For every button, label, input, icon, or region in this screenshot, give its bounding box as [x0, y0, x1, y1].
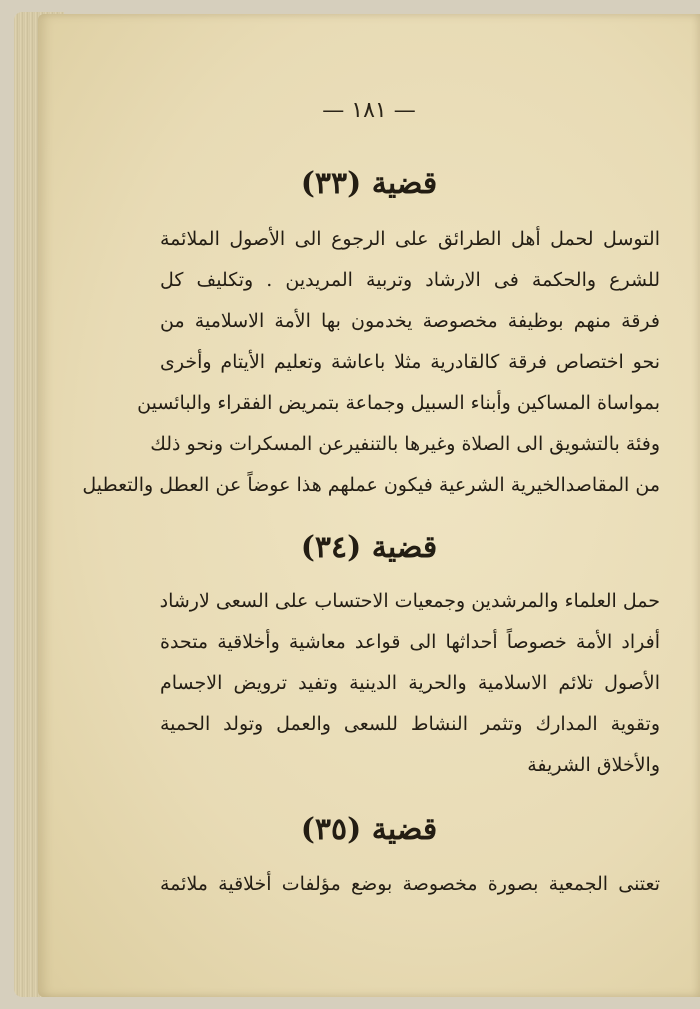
book-page — [38, 14, 700, 997]
text-line: والأخلاق الشريفة — [527, 754, 660, 776]
section-body-34 — [160, 581, 660, 786]
section-heading-34: قضية (٣٤) — [300, 530, 438, 565]
text-line: وتقوية المدارك وتثمر النشاط للسعى والعمل وتولد الحمية — [160, 713, 660, 735]
text-line: فرقة منهم بوظيفة مخصوصة يخدمون بها الأمة الاسلامية من — [160, 310, 660, 332]
text-line: وفئة بالتشويق الى الصلاة وغيرها بالتنفيرعن المسكرات ونحو ذلك — [150, 433, 660, 455]
text-line: التوسل لحمل أهل الطرائق على الرجوع الى الأصول الملائمة — [160, 228, 660, 250]
text-line: تعتنى الجمعية بصورة مخصوصة بوضع مؤلفات أخلاقية ملائمة — [160, 873, 660, 895]
text-line: بمواساة المساكين وأبناء السبيل وجماعة بتمريض الفقراء والبائسين — [137, 392, 660, 414]
section-heading-35: قضية (٣٥) — [300, 812, 438, 847]
text-line: نحو اختصاص فرقة كالقادرية مثلا باعاشة وتعليم الأيتام وأخرى — [160, 351, 660, 373]
page-number: — ١٨١ — — [322, 98, 416, 123]
text-line: حمل العلماء والمرشدين وجمعيات الاحتساب على السعى لارشاد — [159, 590, 660, 612]
section-body-35 — [160, 864, 660, 905]
text-line: الأصول تلائم الاسلامية والحرية الدينية وتفيد ترويض الاجسام — [160, 672, 660, 694]
text-line: أفراد الأمة خصوصاً أحداثها الى قواعد معاشية وأخلاقية متحدة — [160, 631, 660, 653]
section-body-33 — [82, 219, 660, 506]
section-heading-33: قضية (٣٣) — [300, 166, 438, 201]
text-line: للشرع والحكمة فى الارشاد وتربية المريدين . وتكليف كل — [160, 269, 660, 291]
text-line: من المقاصدالخيرية الشرعية فيكون عملهم هذا عوضاً عن العطل والتعطيل — [82, 474, 660, 496]
